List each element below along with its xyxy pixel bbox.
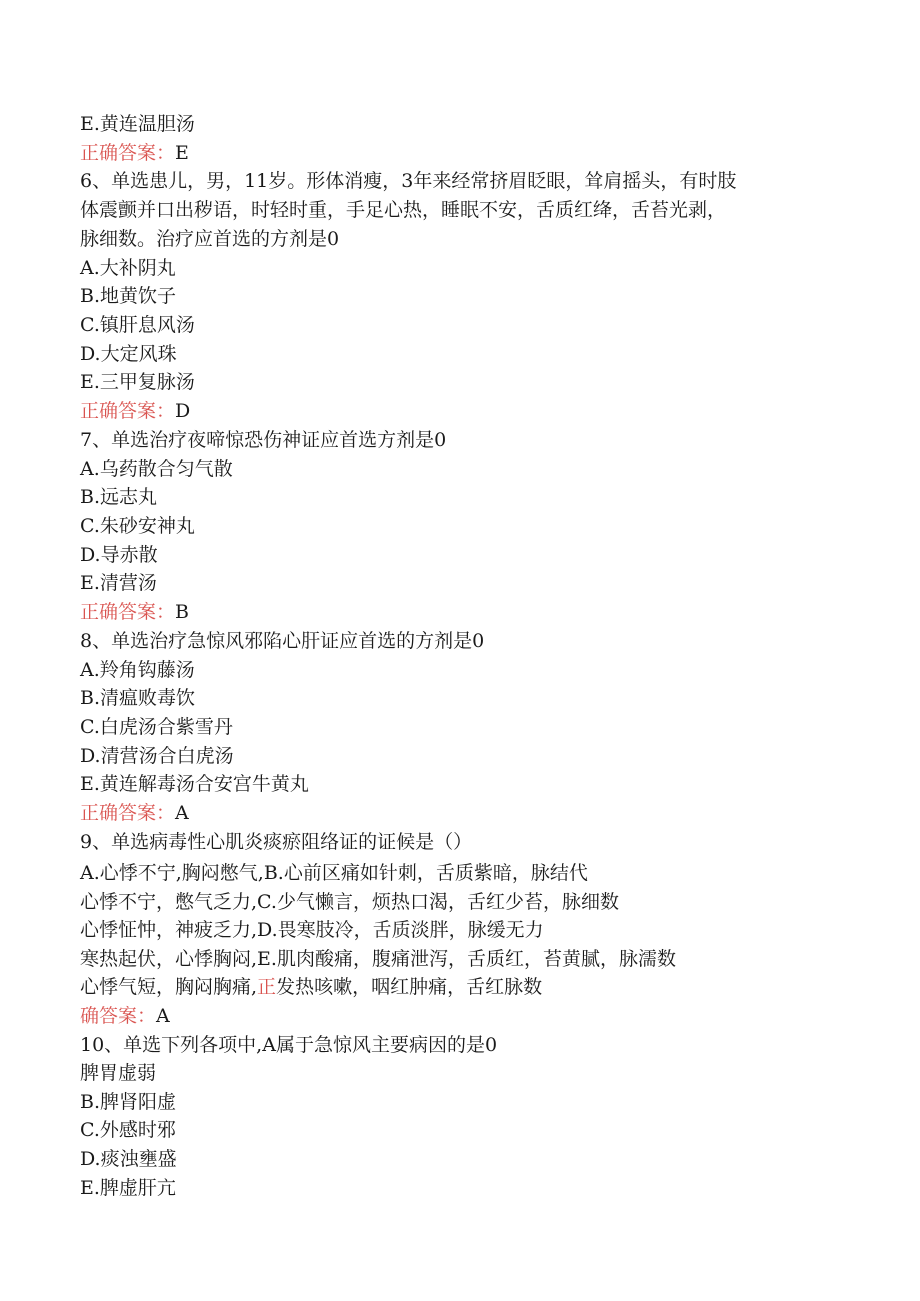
answer-value: D: [175, 400, 191, 422]
option-line: C.外感时邪: [80, 1119, 176, 1141]
option-line: D.大定风珠: [80, 343, 177, 365]
answer-label: 确答案：: [80, 1005, 157, 1027]
question-line: 6、单选患儿，男，11岁。形体消瘦，3年来经常挤眉眨眼，耸肩摇头，有时肢: [80, 170, 737, 192]
option-line: E.黄连解毒汤合安宫牛黄丸: [80, 773, 309, 795]
option-line: 心悸不宁，憋气乏力,C.少气懒言，烦热口渴，舌红少苔，脉细数: [80, 891, 619, 913]
answer-label: 正确答案：: [80, 400, 176, 422]
option-line: B.脾肾阳虚: [80, 1091, 177, 1113]
answer-label: 正确答案：: [80, 802, 176, 824]
question-line: 9、单选病毒性心肌炎痰瘀阻络证的证候是（）: [80, 831, 473, 853]
option-line: C.白虎汤合紫雪丹: [80, 716, 233, 738]
option-line: 心悸怔忡，神疲乏力,D.畏寒肢冷，舌质淡胖，脉缓无力: [80, 919, 544, 941]
option-line: C.镇肝息风汤: [80, 314, 195, 336]
answer-value: A: [175, 802, 189, 824]
option-line: B.清瘟败毒饮: [80, 687, 196, 709]
option-line: A.羚角钩藤汤: [80, 659, 195, 681]
answer-label: 正确答案：: [80, 601, 176, 623]
mixed-line-red: 正: [257, 976, 277, 998]
option-line: D.清营汤合白虎汤: [80, 745, 234, 767]
mixed-line: [80, 974, 542, 1000]
answer-label: 正确答案：: [80, 142, 176, 164]
mixed-line-post: 发热咳嗽，咽红肿痛，舌红脉数: [276, 976, 543, 998]
answer-line: [80, 140, 189, 166]
question-line: 体震颤并口出秽语，时轻时重，手足心热，睡眠不安，舌质红绛，舌苔光剥，: [80, 199, 727, 221]
option-line: 寒热起伏，心悸胸闷,E.肌肉酸痛，腹痛泄泻，舌质红，苔黄腻，脉濡数: [80, 948, 676, 970]
option-line: B.远志丸: [80, 486, 158, 508]
option-line: 脾胃虚弱: [80, 1062, 157, 1084]
option-line: C.朱砂安神丸: [80, 515, 195, 537]
answer-line: [80, 1003, 170, 1029]
option-line: E.三甲复脉汤: [80, 371, 195, 393]
option-line: A.心悸不宁,胸闷憋气,B.心前区痛如针刺，舌质紫暗，脉结代: [80, 862, 588, 884]
answer-value: E: [175, 142, 189, 164]
answer-line: [80, 800, 189, 826]
option-line: B.地黄饮子: [80, 285, 177, 307]
question-line: 脉细数。治疗应首选的方剂是0: [80, 228, 340, 250]
option-line: E.清营汤: [80, 572, 157, 594]
question-line: 10、单选下列各项中,A属于急惊风主要病因的是0: [80, 1034, 498, 1056]
option-line: A.乌药散合匀气散: [80, 458, 233, 480]
option-line: D.痰浊壅盛: [80, 1148, 177, 1170]
option-line: D.导赤散: [80, 544, 158, 566]
option-line: A.大补阴丸: [80, 257, 176, 279]
question-line: 7、单选治疗夜啼惊恐伤神证应首选方剂是0: [80, 429, 447, 451]
answer-line: [80, 599, 189, 625]
question-line: 8、单选治疗急惊风邪陷心肝证应首选的方剂是0: [80, 630, 485, 652]
option-line: E.黄连温胆汤: [80, 113, 195, 135]
option-line: E.脾虚肝亢: [80, 1177, 176, 1199]
mixed-line-pre: 心悸气短，胸闷胸痛,: [80, 976, 258, 998]
answer-line: [80, 398, 190, 424]
answer-value: B: [175, 601, 189, 623]
answer-value: A: [156, 1005, 170, 1027]
